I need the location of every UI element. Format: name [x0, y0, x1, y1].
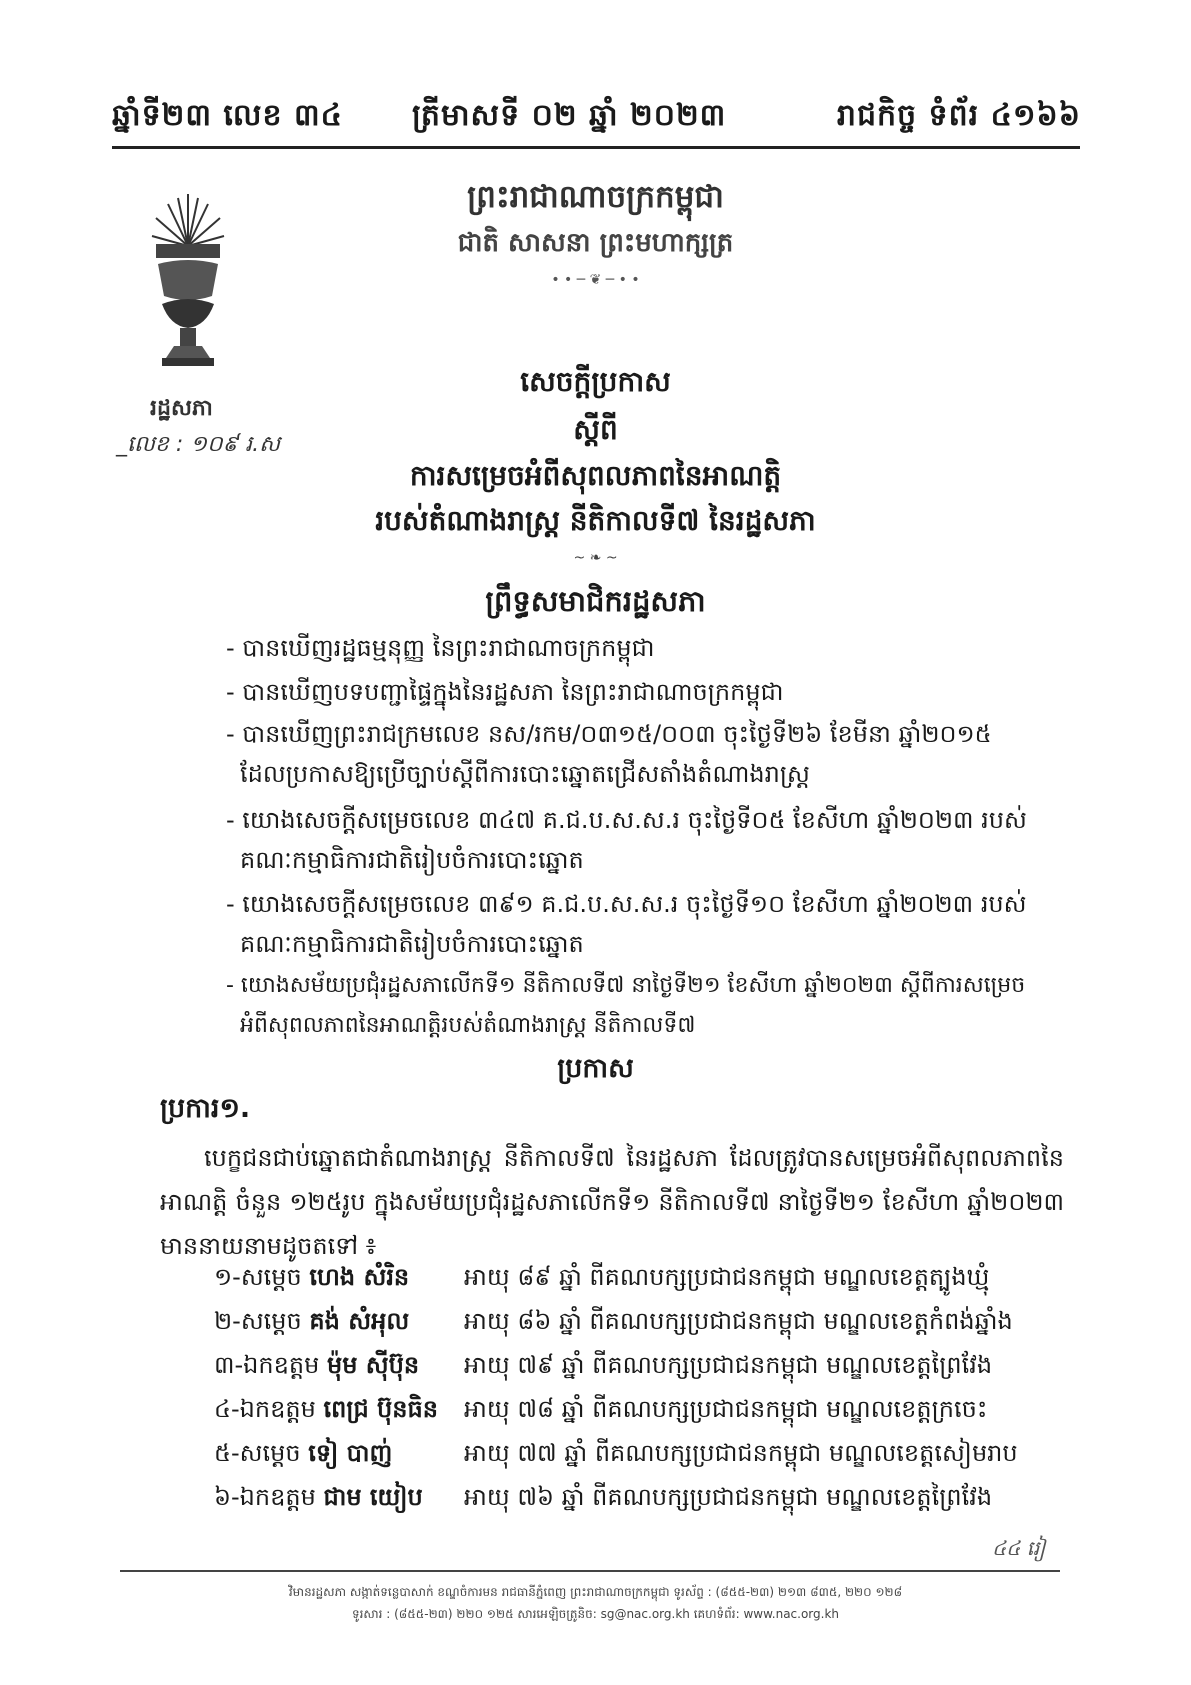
member-detail: អាយុ ៧៨ ឆ្នាំ ពីគណបក្សប្រជាជនកម្ពុជា មណ្ឌលខេត្តក្រចេះ [464, 1395, 988, 1423]
article-heading: ប្រការ១. [160, 1093, 251, 1124]
consideration-line: - យោងសេចក្តីសម្រេចលេខ ៣៩១ គ.ជ.ប.ស.ស.រ ចុះថ្ងៃទី១០ ខែសីហា ឆ្នាំ២០២៣ របស់ [226, 890, 1027, 918]
member-row [214, 1350, 992, 1385]
announce-heading: ប្រកាស [557, 1053, 634, 1084]
announcement-subject: ការសម្រេចអំពីសុពលភាពនៃអាណត្តិ [409, 459, 782, 492]
member-detail: អាយុ ៧៩ ឆ្នាំ ពីគណបក្សប្រជាជនកម្ពុជា មណ្ឌលខេត្តព្រៃវែង [464, 1351, 993, 1379]
announcement-about: ស្តីពី [573, 413, 618, 446]
gazette-year-issue: ឆ្នាំទី២៣ លេខ ៣៤ [112, 98, 343, 133]
member-row [214, 1438, 1018, 1473]
member-row [214, 1306, 1013, 1341]
national-motto: ជាតិ សាសនា ព្រះមហាក្សត្រ [457, 228, 734, 258]
member-detail: អាយុ ៧៦ ឆ្នាំ ពីគណបក្សប្រជាជនកម្ពុជា មណ្ឌលខេត្តព្រៃវែង [464, 1483, 993, 1511]
member-name: ម៉ុម ស៊ីប៊ុន [326, 1351, 420, 1379]
header-rule [112, 146, 1080, 149]
consideration-item [226, 884, 1066, 964]
announcement-subject-cont: របស់តំណាងរាស្ត្រ នីតិកាលទី៧ នៃរដ្ឋសភា [375, 504, 816, 537]
article-body [160, 1136, 1064, 1268]
member-name-cell [214, 1482, 464, 1517]
consideration-line: គណៈកម្មាធិការជាតិរៀបចំការបោះឆ្នោត [240, 846, 584, 874]
article-text: បេក្ខជនជាប់ឆ្នោតជាតំណាងរាស្ត្រ នីតិកាលទី៧ នៃរដ្ឋសភា ដែលត្រូវបានសម្រេចអំពីសុពលភាពនៃអាណត្តិ ចំនួន ១២៥រូប ក្នុងសម័យប្រជុំរដ្ឋសភាលើកទី១ នីតិកាលទី៧ នាថ្ងៃទី២១ ខែសីហា ឆ្នាំ២០២៣ មាននាយនាមដូចតទៅ ៖ [160, 1144, 1064, 1260]
member-name-cell [214, 1262, 464, 1297]
consideration-line: ដែលប្រកាសឱ្យប្រើច្បាប់ស្តីពីការបោះឆ្នោតជ្រើសតាំងតំណាងរាស្ត្រ [240, 760, 810, 788]
ornament-divider-icon: • • ─ ❦ ─ • • [551, 272, 640, 288]
gazette-quarter: ត្រីមាសទី ០២ ឆ្នាំ ២០២៣ [412, 98, 727, 133]
announcement-title: សេចក្តីប្រកាស [520, 365, 671, 398]
member-name-cell [214, 1350, 464, 1385]
footer-rule [120, 1570, 1060, 1572]
consideration-line: គណៈកម្មាធិការជាតិរៀបចំការបោះឆ្នោត [240, 930, 584, 958]
footer-address: វិមានរដ្ឋសភា សង្កាត់ទន្លេបាសាក់ ខណ្ឌចំការមន រាជធានីភ្នំពេញ ព្រះរាជាណាចក្រកម្ពុជា ទូរស័ព្ទ : (៨៥៥-២៣) ២១៣ ៨៣៥, ២២០ ១២៨ [288, 1585, 903, 1599]
consideration-item [226, 800, 1066, 880]
member-detail: អាយុ ៧៧ ឆ្នាំ ពីគណបក្សប្រជាជនកម្ពុជា មណ្ឌលខេត្តសៀមរាប [464, 1439, 1018, 1467]
member-name-cell [214, 1438, 464, 1473]
flourish-divider-icon: ~ ❧ ~ [573, 550, 618, 566]
member-name: ពេជ្រ ប៊ុនធិន [323, 1395, 438, 1423]
reference-number: _លេខ : ១០៩ រ.ស [116, 432, 281, 457]
consideration-line: - បានឃើញព្រះរាជក្រមលេខ នស/រកម/០៣១៥/០០៣ ចុះថ្ងៃទី២៦ ខែមីនា ឆ្នាំ២០១៥ [226, 720, 992, 748]
member-detail: អាយុ ៨៦ ឆ្នាំ ពីគណបក្សប្រជាជនកម្ពុជា មណ្ឌលខេត្តកំពង់ឆ្នាំង [464, 1307, 1013, 1335]
gazette-page: រាជកិច្ច ទំព័រ ៤១៦៦ [836, 98, 1081, 133]
consideration-item [226, 714, 1066, 794]
member-title: ៦-ឯកឧត្តម [214, 1483, 316, 1511]
consideration-line: - យោងសេចក្តីសម្រេចលេខ ៣៤៧ គ.ជ.ប.ស.ស.រ ចុះថ្ងៃទី០៥ ខែសីហា ឆ្នាំ២០២៣ របស់ [226, 806, 1027, 834]
initials-signature: ៤៤ រៀ [992, 1536, 1046, 1560]
kingdom-name: ព្រះរាជាណាចក្រកម្ពុជា [467, 179, 724, 215]
consideration-item [226, 672, 1066, 712]
consideration-item [226, 628, 1066, 668]
consideration-item [226, 966, 1066, 1046]
member-name: ជាម យៀប [323, 1483, 423, 1511]
consideration-line: អំពីសុពលភាពនៃអាណត្តិរបស់តំណាងរាស្ត្រ នីតិកាលទី៧ [240, 1013, 696, 1038]
member-name-cell [214, 1306, 464, 1341]
member-title: ៤-ឯកឧត្តម [214, 1395, 316, 1423]
issuing-authority: ព្រឹទ្ធសមាជិករដ្ឋសភា [485, 584, 706, 618]
member-row [214, 1394, 987, 1429]
consideration-line: - បានឃើញបទបញ្ជាផ្ទៃក្នុងនៃរដ្ឋសភា នៃព្រះរាជាណាចក្រកម្ពុជា [226, 678, 784, 706]
member-name: ហេង សំរិន [309, 1263, 410, 1291]
member-detail: អាយុ ៨៩ ឆ្នាំ ពីគណបក្សប្រជាជនកម្ពុជា មណ្ឌលខេត្តត្បូងឃ្មុំ [464, 1263, 990, 1291]
member-row [214, 1482, 992, 1517]
member-title: ៥-សម្តេច [214, 1439, 301, 1467]
member-name: ទៀ បាញ់ [308, 1439, 393, 1467]
member-name-cell [214, 1394, 464, 1429]
member-title: ១-សម្តេច [214, 1263, 302, 1291]
member-row [214, 1262, 989, 1297]
footer-contact: ទូរសារ : (៨៥៥-២៣) ២២០ ១២៥ សារអេឡិចត្រូនិច: sg@nac.org.kh គេហទំព័រ: www.nac.org.kh [351, 1607, 840, 1621]
member-title: ៣-ឯកឧត្តម [214, 1351, 320, 1379]
member-name: គង់ សំអុល [309, 1307, 410, 1335]
consideration-line: - យោងសម័យប្រជុំរដ្ឋសភាលើកទី១ នីតិកាលទី៧ នាថ្ងៃទី២១ ខែសីហា ឆ្នាំ២០២៣ ស្តីពីការសម្រេច [226, 973, 1026, 998]
org-name: រដ្ឋសភា [150, 396, 213, 421]
consideration-line: - បានឃើញរដ្ឋធម្មនុញ្ញ នៃព្រះរាជាណាចក្រកម្ពុជា [226, 634, 655, 662]
member-title: ២-សម្តេច [214, 1307, 302, 1335]
